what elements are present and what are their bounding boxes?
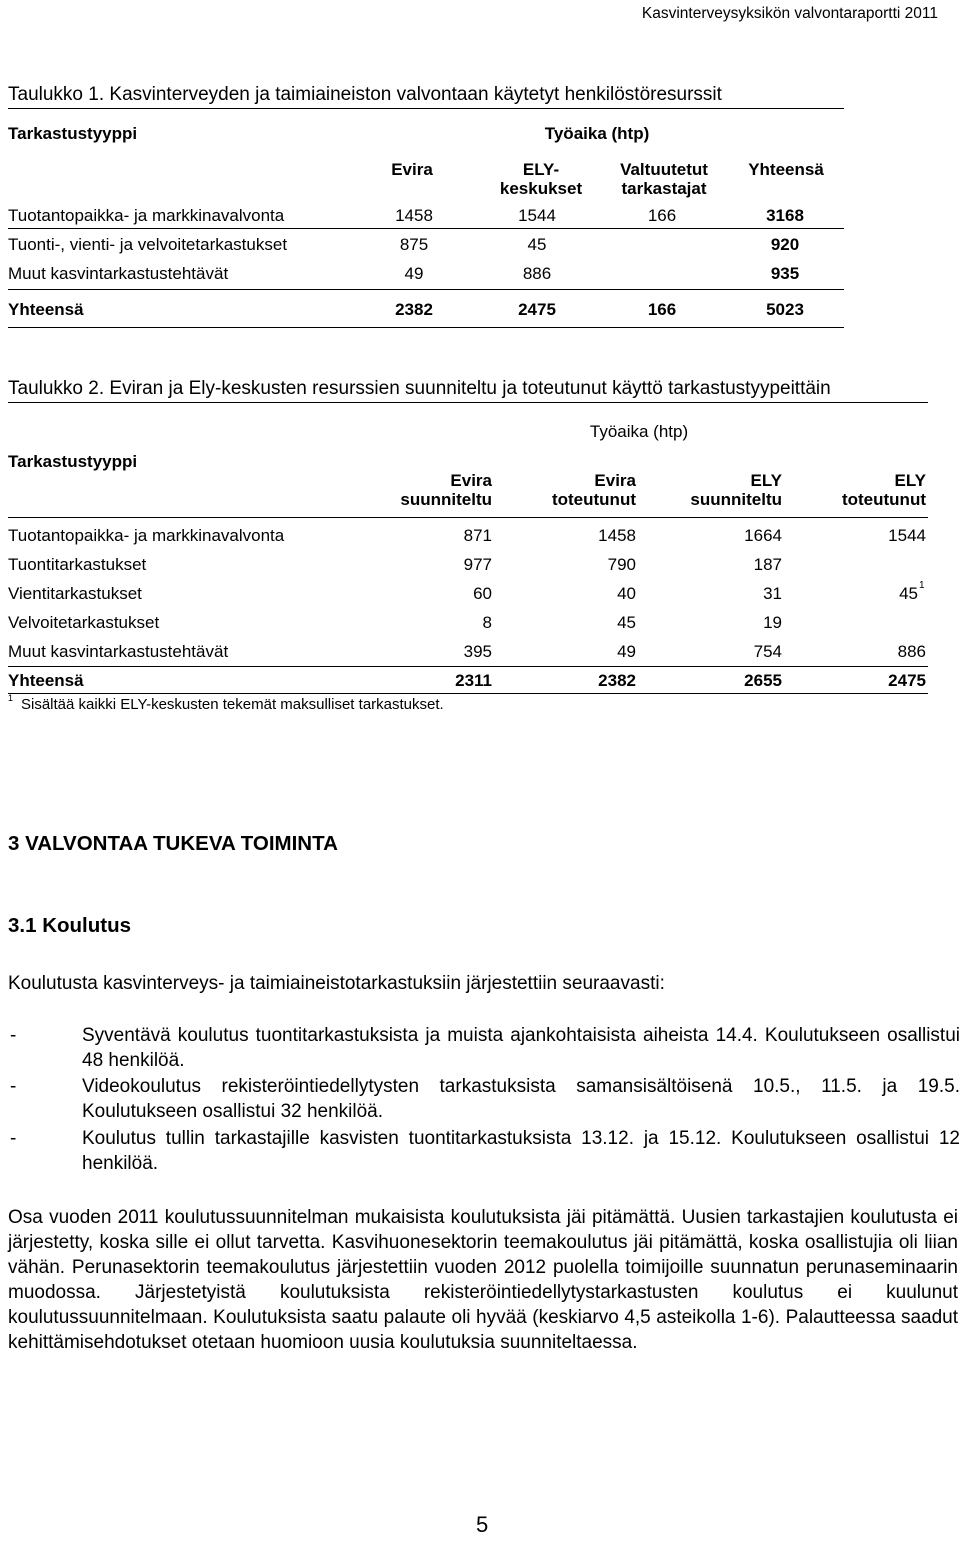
row-label: Tuotantopaikka- ja markkinavalvonta <box>8 206 285 225</box>
table1-bottom-rule <box>8 327 844 328</box>
table1-col-ely: ELY- keskukset <box>499 160 583 198</box>
cell-ely-actual: 886 <box>897 642 926 661</box>
table2-caption: Taulukko 2. Eviran ja Ely-keskusten resurssien suunniteltu ja toteutunut käyttö tarkastustyypeittäin <box>8 378 831 399</box>
cell-valtuutetut: 166 <box>647 300 677 319</box>
table2-footnote: Sisältää kaikki ELY-keskusten tekemät maksulliset tarkastukset. <box>21 696 444 713</box>
cell-evira-planned: 977 <box>463 555 492 574</box>
section-subheading: 3.1 Koulutus <box>8 914 132 937</box>
row-label: Vientitarkastukset <box>8 584 142 603</box>
table2-col-ely-planned: ELY suunniteltu <box>690 471 782 509</box>
table1-col-total: Yhteensä <box>748 160 824 179</box>
bullet-text: Syventävä koulutus tuontitarkastuksista ja muista ajankohtaisista aiheista 14.4. Koulutukseen osallistui 48 henkilöä. <box>82 1025 960 1071</box>
page-number: 5 <box>476 1512 489 1537</box>
cell-ely-planned: 31 <box>763 584 782 603</box>
table2-row-rule <box>8 666 928 667</box>
cell-total: 920 <box>770 235 800 254</box>
table1-row-rule <box>8 228 844 229</box>
cell-ely: 45 <box>527 235 547 254</box>
row-label: Tuontitarkastukset <box>8 555 147 574</box>
cell-evira-actual: 1458 <box>598 526 636 545</box>
cell-valtuutetut: 166 <box>647 206 677 225</box>
table1-row-rule <box>8 289 844 290</box>
bullet-dash: - <box>10 1076 17 1097</box>
table1-top-rule <box>8 108 844 109</box>
list-item <box>10 1074 960 1124</box>
table1-caption: Taulukko 1. Kasvinterveyden ja taimiaineiston valvontaan käytetyt henkilöstöresurssit <box>8 84 722 105</box>
list-item <box>10 1023 960 1073</box>
running-header: Kasvinterveysyksikön valvontaraportti 2011 <box>641 5 938 22</box>
bullet-dash: - <box>10 1128 17 1149</box>
cell-evira-planned: 60 <box>473 584 492 603</box>
cell-ely-actual: 2475 <box>888 671 926 690</box>
cell-evira-actual: 45 <box>617 613 636 632</box>
cell-evira: 875 <box>399 235 429 254</box>
cell-evira-actual: 40 <box>617 584 636 603</box>
table2-header-rule <box>8 517 928 518</box>
cell-ely: 886 <box>522 264 552 283</box>
cell-evira-actual: 49 <box>617 642 636 661</box>
row-label: Tuonti-, vienti- ja velvoitetarkastukset <box>8 235 288 254</box>
table2-group-header: Työaika (htp) <box>589 422 689 441</box>
table2-col-evira-actual: Evira toteutunut <box>551 471 636 509</box>
cell-ely-planned: 1664 <box>744 526 782 545</box>
table2-type-header: Tarkastustyyppi <box>8 452 138 471</box>
cell-evira-planned: 2311 <box>455 671 492 690</box>
cell-total: 935 <box>770 264 800 283</box>
row-label: Tuotantopaikka- ja markkinavalvonta <box>8 526 285 545</box>
table1-group-header: Työaika (htp) <box>544 124 650 143</box>
row-label: Yhteensä <box>8 300 84 319</box>
section-paragraph: Osa vuoden 2011 koulutussuunnitelman mukaisista koulutuksista jäi pitämättä. Uusien tarkastajien koulutusta ei järjestetty, koska sille ei ollut tarvetta. Kasvihuonesektorin teemakoulutus jäi pitämättä, koska osallistujia oli liian vähän. Perunasektorin teemakoulutus järjestettiin vuoden 2012 puolella toimijoille suunnatun perunaseminaarin muodossa. Järjestetyistä koulutuksista rekisteröintiedellytystarkastusten koulutus ei kuulunut koulutussuunnitelmaan. Koulutuksista saatu palaute oli hyvää (keskiarvo 4,5 asteikolla 1-6). Palautteessa saadut kehittämisehdotukset otetaan huomioon uusia koulutuksia suunniteltaessa. <box>8 1207 958 1353</box>
row-label: Muut kasvintarkastustehtävät <box>8 642 229 661</box>
table2-top-rule <box>8 402 928 403</box>
cell-ely-planned: 19 <box>763 613 782 632</box>
cell-evira-planned: 8 <box>482 613 492 632</box>
section-intro: Koulutusta kasvinterveys- ja taimiaineistotarkastuksiin järjestettiin seuraavasti: <box>8 973 665 994</box>
table2-col-evira-planned: Evira suunniteltu <box>400 471 492 509</box>
table1-col-valtuutetut: Valtuutetut tarkastajat <box>620 160 708 198</box>
row-label: Muut kasvintarkastustehtävät <box>8 264 229 283</box>
cell-total: 5023 <box>766 300 804 319</box>
cell-evira-actual: 2382 <box>598 671 636 690</box>
table2-col-ely-actual: ELY toteutunut <box>841 471 926 509</box>
cell-evira-planned: 395 <box>463 642 492 661</box>
cell-ely-planned: 754 <box>753 642 782 661</box>
cell-ely: 1544 <box>518 206 556 225</box>
cell-ely: 2475 <box>518 300 556 319</box>
bullet-text: Koulutus tullin tarkastajille kasvisten tuontitarkastuksista 13.12. ja 15.12. Koulutukseen osallistui 12 henkilöä. <box>82 1128 960 1174</box>
bullet-dash: - <box>10 1025 17 1046</box>
cell-evira: 49 <box>404 264 424 283</box>
cell-ely-actual: 45 <box>899 584 918 603</box>
cell-ely-actual: 1544 <box>888 526 926 545</box>
bullet-text: Videokoulutus rekisteröintiedellytysten tarkastuksista samansisältöisenä 10.5., 11.5. ja 19.5. Koulutukseen osallistui 32 henkilöä. <box>82 1076 960 1122</box>
footnote-marker: 1 <box>8 693 14 703</box>
cell-evira: 1458 <box>395 206 433 225</box>
cell-total: 3168 <box>766 206 804 225</box>
cell-evira: 2382 <box>395 300 433 319</box>
section-heading: 3 VALVONTAA TUKEVA TOIMINTA <box>8 832 338 855</box>
table1-col-evira: Evira <box>391 160 433 179</box>
cell-ely-planned: 2655 <box>744 671 782 690</box>
list-item <box>10 1126 960 1176</box>
table2-bottom-rule <box>8 693 928 694</box>
cell-ely-planned: 187 <box>753 555 782 574</box>
table1-type-header: Tarkastustyyppi <box>8 124 138 143</box>
footnote-marker: 1 <box>919 580 925 591</box>
row-label: Velvoitetarkastukset <box>8 613 160 632</box>
cell-evira-planned: 871 <box>463 526 492 545</box>
row-label: Yhteensä <box>8 671 84 690</box>
cell-evira-actual: 790 <box>607 555 636 574</box>
